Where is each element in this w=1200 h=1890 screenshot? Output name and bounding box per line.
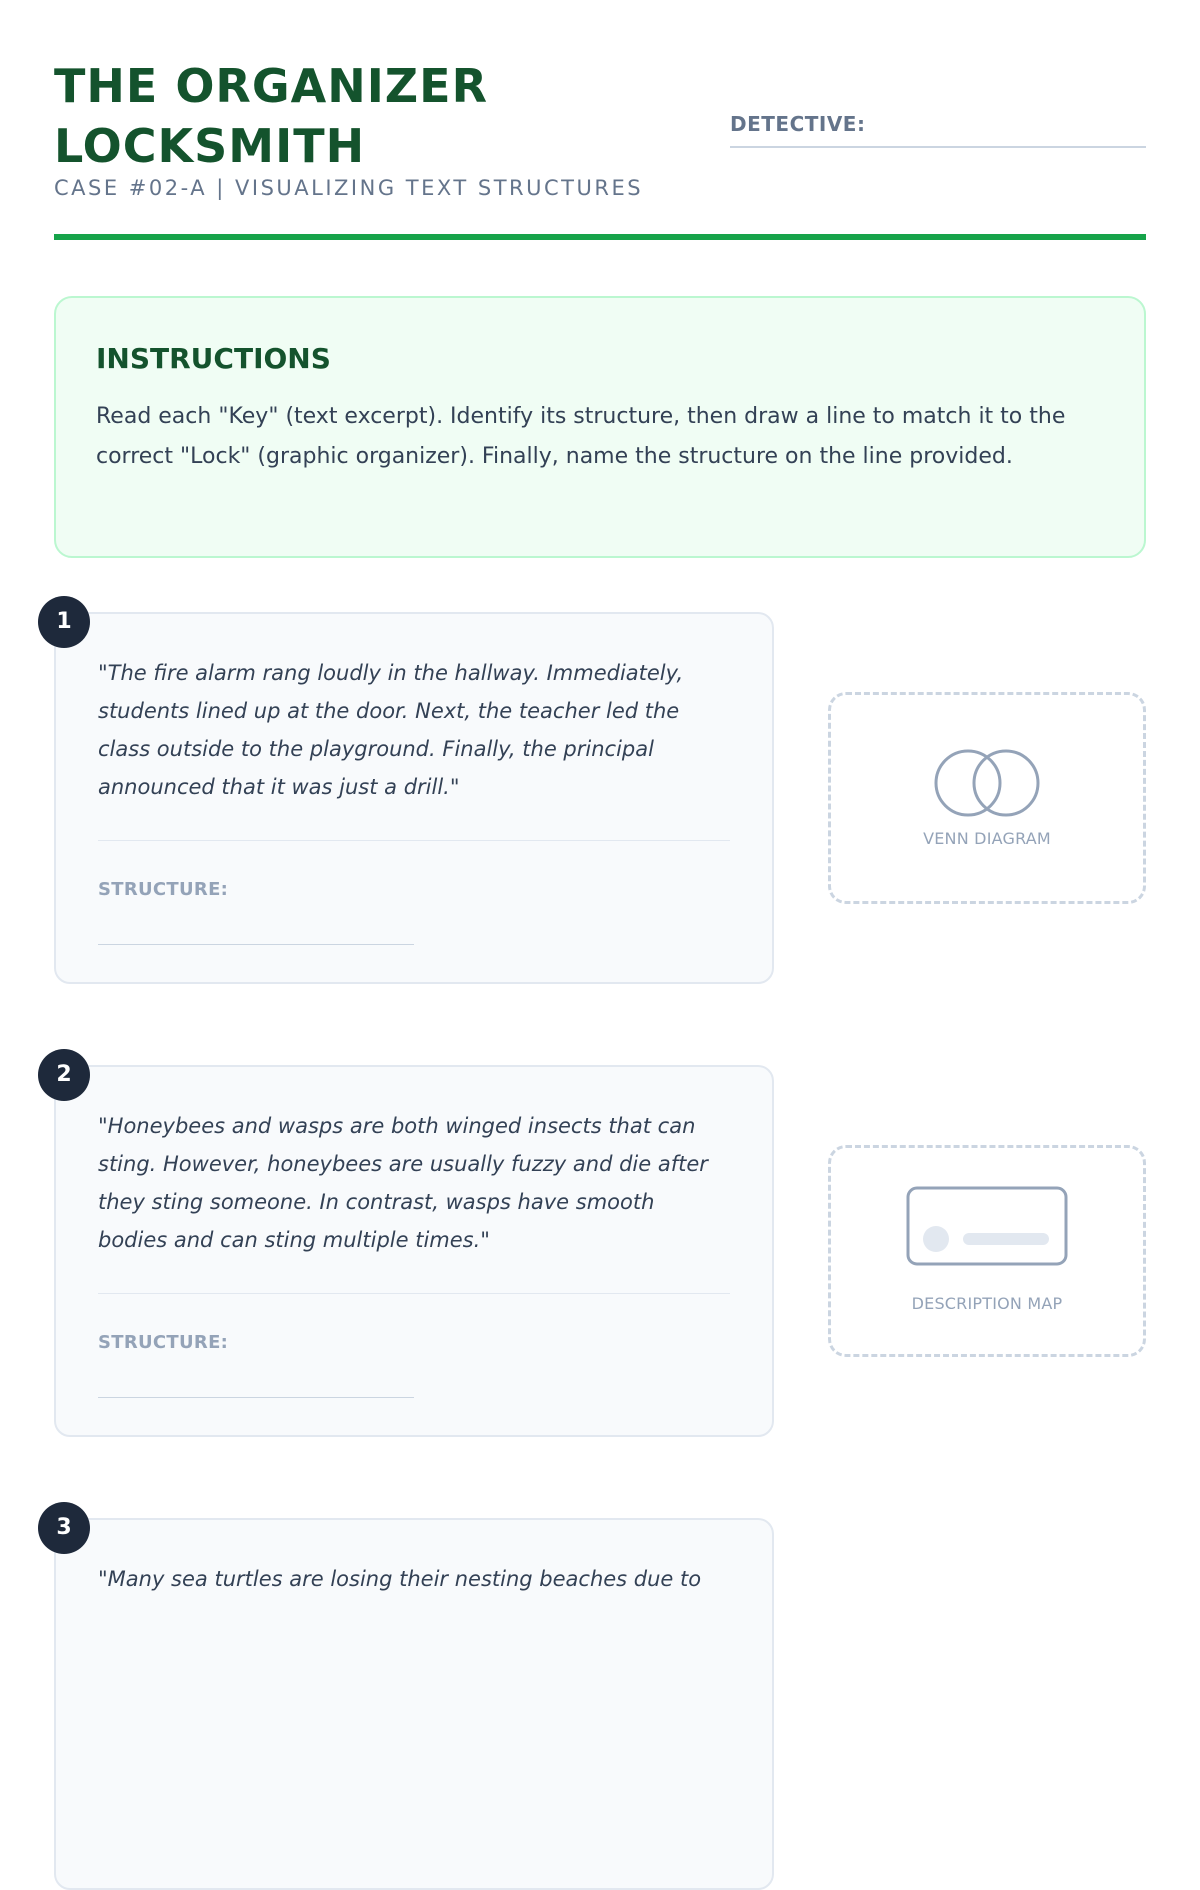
lock-description-map[interactable] (828, 1145, 1146, 1357)
structure-answer-line[interactable] (98, 1397, 414, 1398)
card-divider (98, 1293, 730, 1294)
case-subtitle: CASE #02-A | VISUALIZING TEXT STRUCTURES (54, 176, 644, 200)
structure-label: STRUCTURE: (98, 879, 229, 900)
key-card-2 (54, 1065, 774, 1437)
page-title: THE ORGANIZER LOCKSMITH (54, 59, 489, 173)
instructions-panel (54, 296, 1146, 558)
key-excerpt: "Many sea turtles are losing their nesting beaches due to (98, 1567, 702, 1591)
card-divider (98, 840, 730, 841)
structure-answer-line[interactable] (98, 944, 414, 945)
key-card-1 (54, 612, 774, 984)
detective-name-field[interactable] (730, 112, 1146, 148)
key-card-3 (54, 1518, 774, 1890)
worksheet-header (54, 56, 1146, 236)
lock-label: VENN DIAGRAM (923, 829, 1051, 848)
lock-venn-diagram[interactable] (828, 692, 1146, 904)
header-divider (54, 234, 1146, 240)
key-number-badge: 1 (38, 596, 90, 648)
structure-label: STRUCTURE: (98, 1332, 229, 1353)
instructions-title: INSTRUCTIONS (96, 342, 331, 375)
instructions-body: Read each "Key" (text excerpt). Identify its structure, then draw a line to match it to the correct "Lock" (graphic organizer). Finally, name the structure on the line provided. (96, 404, 1066, 469)
key-excerpt: "The fire alarm rang loudly in the hallway. Immediately, students lined up at the door. Next, the teacher led the class outside to the playground. Finally, the principal announced that it was just a drill." (98, 661, 684, 799)
lock-label: DESCRIPTION MAP (911, 1294, 1063, 1313)
venn-diagram-icon (932, 747, 1042, 819)
description-map-icon (906, 1186, 1068, 1268)
key-excerpt: "Honeybees and wasps are both winged insects that can sting. However, honeybees are usually fuzzy and die after they sting someone. In contrast, wasps have smooth bodies and can sting multiple times." (98, 1114, 708, 1252)
key-number-badge: 2 (38, 1049, 90, 1101)
key-number-badge: 3 (38, 1502, 90, 1554)
detective-label: DETECTIVE: (730, 112, 866, 136)
